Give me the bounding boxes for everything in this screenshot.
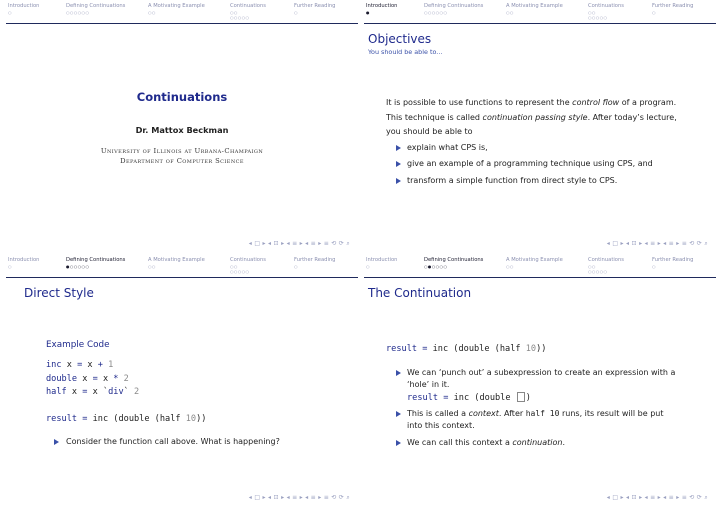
nav-section-motivating[interactable] [506,3,563,15]
nav-dots: ○●○○○○ [424,264,448,269]
text-run: We can call this context a [407,438,513,447]
hole-icon [517,392,525,402]
bullet-text [407,437,565,449]
nav-label: Continuations [230,3,266,9]
nav-section-introduction[interactable] [8,3,39,15]
nav-section-continuations[interactable] [588,257,624,274]
code-line: result = inc (double ) [407,393,531,403]
text-run: . After [498,409,526,418]
nav-label: Defining Continuations [424,257,484,263]
continuation-slide [364,256,716,504]
nav-dots: ●○○○○○ [66,264,90,269]
nav-section-continuations[interactable] [230,3,266,20]
nav-section-motivating[interactable] [506,257,563,269]
bullet-line: ‘hole’ in it. [407,380,450,389]
bullet-text: Consider the function call above. What is happening? [66,437,280,446]
paragraph-line [386,96,708,111]
author-name: Dr. Mattox Beckman [135,125,229,135]
nav-dots: ● [366,10,370,15]
nav-dots: ○○ ○○○○○ [588,264,608,274]
nav-section-motivating[interactable] [148,3,205,15]
nav-section-further[interactable] [652,3,693,15]
nav-label: Further Reading [294,257,336,263]
nav-label: Further Reading [652,3,694,9]
nav-label: Further Reading [652,257,694,263]
frame-title: Direct Style [24,286,94,300]
nav-dots: ○ [652,264,656,269]
bullet-line [407,408,663,420]
objective-item: transform a simple function from direct style to CPS. [407,176,618,185]
nav-label: A Motivating Example [506,3,563,9]
beamer-nav-controls[interactable]: ◂ □ ▸ ◂ ⊡ ▸ ◂ ≡ ▸ ◂ ≡ ▸ ≡ ⟲ ⟳ ⌕ [606,240,708,247]
text-run: This technique is called [386,112,483,122]
nav-bar [364,256,716,278]
frame-title: Objectives [368,32,432,46]
nav-dots: ○○ [148,264,156,269]
nav-dots: ○○ ○○○○○ [230,264,250,274]
nav-section-introduction[interactable] [366,257,397,269]
frame-subtitle: You should be able to... [368,48,443,56]
nav-dots: ○○ [148,10,156,15]
nav-section-introduction[interactable] [366,3,397,15]
nav-section-defining[interactable] [66,257,125,269]
nav-section-further[interactable] [294,257,335,269]
inline-code: half 10 [525,409,560,418]
beamer-nav-controls[interactable]: ◂ □ ▸ ◂ ⊡ ▸ ◂ ≡ ▸ ◂ ≡ ▸ ≡ ⟲ ⟳ ⌕ [248,494,350,501]
nav-dots: ○ [294,10,298,15]
text-run: . After today’s lecture, [587,112,677,122]
bullet-text [407,408,663,432]
text-run: runs, its result will be put [559,409,664,418]
nav-section-defining[interactable] [424,257,483,269]
nav-section-continuations[interactable] [588,3,624,20]
bullet-text [407,367,675,391]
department: Department of Computer Science [120,157,244,165]
nav-label: Introduction [8,257,40,263]
nav-label: Continuations [588,3,624,9]
bullet-icon [396,440,401,446]
nav-dots: ○○○○○○ [66,10,90,15]
code-line: result = inc (double (half 10)) [386,344,547,354]
nav-label: Further Reading [294,3,336,9]
bullet-icon [396,370,401,376]
frame-title: The Continuation [368,286,472,300]
text-run: It is possible to use functions to represent the [386,98,573,107]
title-slide [6,2,358,250]
emphasis: control flow [572,98,620,107]
nav-label: A Motivating Example [506,257,563,263]
nav-label: Defining Continuations [66,3,126,9]
emphasis: continuation passing style [482,112,588,122]
nav-label: Introduction [366,257,398,263]
presentation-title: Continuations [136,90,228,104]
nav-dots: ○○○○○○ [424,10,448,15]
bullet-icon [54,439,59,445]
emphasis: context [468,409,499,418]
text-run: . [562,438,566,447]
nav-label: A Motivating Example [148,3,205,9]
nav-section-further[interactable] [652,257,693,269]
nav-section-further[interactable] [294,3,335,15]
nav-label: Defining Continuations [66,257,126,263]
nav-bar [6,256,358,278]
nav-label: Introduction [8,3,40,9]
nav-label: Continuations [230,257,266,263]
objectives-slide [364,2,716,250]
nav-section-continuations[interactable] [230,257,266,274]
bullet-line: We can ‘punch out’ a subexpression to create an expression with a [407,368,676,377]
nav-label: Defining Continuations [424,3,484,9]
nav-dots: ○○ [506,264,514,269]
nav-dots: ○ [8,10,12,15]
text-run: of a program. [619,98,677,107]
bullet-icon [396,145,401,151]
nav-bar [364,2,716,24]
direct-style-slide [6,256,358,504]
nav-dots: ○ [366,264,370,269]
intro-paragraph [386,96,708,140]
bullet-icon [396,161,401,167]
nav-section-defining[interactable] [424,3,483,15]
bullet-icon [396,411,401,417]
nav-label: Continuations [588,257,624,263]
nav-dots: ○ [294,264,298,269]
nav-label: Introduction [366,3,398,9]
nav-section-motivating[interactable] [148,257,205,269]
bullet-icon [396,178,401,184]
paragraph-line [386,111,708,126]
text-run: This is called a [407,409,469,418]
code-block: inc x = x + 1 double x = x * 2 half x = x `div` 2 result = inc (double (half 10)) [46,360,207,424]
nav-section-defining[interactable] [66,3,125,15]
beamer-nav-controls[interactable]: ◂ □ ▸ ◂ ⊡ ▸ ◂ ≡ ▸ ◂ ≡ ▸ ≡ ⟲ ⟳ ⌕ [606,494,708,501]
nav-label: A Motivating Example [148,257,205,263]
beamer-nav-controls[interactable]: ◂ □ ▸ ◂ ⊡ ▸ ◂ ≡ ▸ ◂ ≡ ▸ ≡ ⟲ ⟳ ⌕ [248,240,350,247]
objective-item: give an example of a programming technique using CPS, and [407,159,653,168]
institution: University of Illinois at Urbana-Champaign [100,147,264,155]
nav-section-introduction[interactable] [8,257,39,269]
block-title: Example Code [46,340,110,350]
emphasis: continuation [512,438,563,447]
nav-dots: ○○ [506,10,514,15]
bullet-line: into this context. [407,421,475,430]
nav-dots: ○ [8,264,12,269]
objective-item: explain what CPS is, [407,143,488,152]
nav-bar [6,2,358,24]
nav-dots: ○ [652,10,656,15]
paragraph-line: you should be able to [386,127,473,136]
nav-dots: ○○ ○○○○○ [588,10,608,20]
nav-dots: ○○ ○○○○○ [230,10,250,20]
